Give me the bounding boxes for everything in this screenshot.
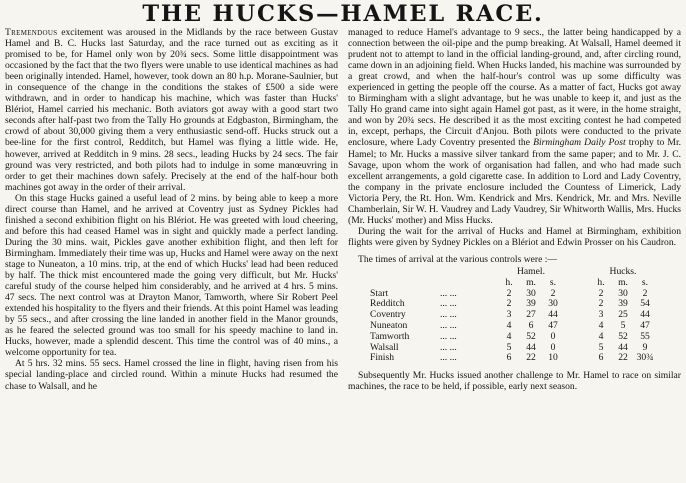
hucks-time-cell: 5 <box>620 319 626 331</box>
hamel-time-cell: 5 <box>506 341 512 353</box>
unit-minutes: m. <box>526 276 536 288</box>
hucks-time-cell: 25 <box>618 309 628 321</box>
right-column <box>348 27 681 392</box>
hucks-time-cell: 44 <box>640 309 650 321</box>
paragraph: Subsequently Mr. Hucks issued another challenge to Mr. Hamel to race on similar machines, the race to be held, if possible, early next season. <box>348 370 681 393</box>
paragraph: During the wait for the arrival of Hucks and Hamel at Birmingham, exhibition flights were given by Sydney Pickles on a Blériot and Edwin Prosser on his Caudron. <box>348 225 681 248</box>
italic-title: Birmingham Daily Post <box>533 137 626 149</box>
unit-minutes: m. <box>618 276 628 288</box>
hucks-time-cell: 52 <box>618 330 628 342</box>
column-gap <box>564 289 590 300</box>
article-title: THE HUCKS—HAMEL RACE. <box>142 1 544 27</box>
hucks-time-cell: 2 <box>598 298 604 310</box>
hamel-time-cell: 6 <box>528 319 534 331</box>
hucks-time-cell: 3 <box>598 309 604 321</box>
column-gap <box>564 299 590 310</box>
hamel-time-cell: 3 <box>506 309 512 321</box>
paragraph <box>348 27 681 226</box>
units-row <box>358 278 656 289</box>
paragraph-text: excitement was aroused in the Midlands by the race between Gustav Hamel and B. C. Hucks last Saturday, and the race turned out as exciting as it promised to be, for Hamel only won by 20¾ secs. Some little disappointment was occasioned by the fact that the two flyers were unable to use identical machines as had been originally intended. Hamel, however, took down an 80 h.p. Morane-Saulnier, but in consequence of the change in the conditions the stakes of £500 a side were withdrawn, and in order to handicap his machine, which was faster than Hucks' Blériot, Hamel carried his mechanic. Both aviators got away with a good start two seconds after half-past two from the Tally Ho grounds at Edgbaston, Birmingham, the crowd of about 30,000 giving them a very enthusiastic send-off. Hucks struck out a bee-line for the first control, Redditch, but Hamel was flying a little wide. He, however, arrived at Redditch in 9 mins. 28 secs., leading Hucks by 24 secs. The fair ground was very restricted, and both pilots had to indulge in some manœuvring in order to get their machines down safely. Precisely at the end of the half-hour both machines got away in the order of their arrival. <box>5 27 338 193</box>
hucks-time-cell: 39 <box>618 298 628 310</box>
unit-seconds: s. <box>641 276 649 288</box>
hucks-time-cell: 9 <box>642 341 648 353</box>
hamel-time-cell: 10 <box>548 352 558 364</box>
hucks-time-cell: 2 <box>598 287 604 299</box>
hucks-time-cell: 4 <box>598 319 604 331</box>
paragraph: At 5 hrs. 32 mins. 55 secs. Hamel crossed the line in flight, having risen from his special landing-place and circled round. Within a minute Hucks had resumed the chase to Walsall, and he <box>5 358 338 392</box>
paragraph-text: managed to reduce Hamel's advantage to 9 secs., the latter being handicapped by a connection between the oil-pipe and the pump breaking. At Walsall, Hamel deemed it prudent not to attempt to land in the official landing-ground, and, after circling round, came down in an adjoining field. When Hucks landed, his machine was surrounded by a great crowd, and when the half-hour's control was up some difficulty was experienced in getting the people off the course. As a matter of fact, Hucks got away to Birmingham with a slight advantage, but he was unable to keep it, and just as the Tally Ho grand came into sight again Hamel got past, as it were, in the home straight, and won by 20¾ secs. He described it as the most exciting contest he had competed in, except, perhaps, the Circuit d'Anjou. Both pilots were conducted to the private enclosure, where Lady Coventry presented the <box>348 27 681 149</box>
hamel-time-cell: 39 <box>526 298 536 310</box>
hamel-time-cell: 6 <box>506 352 512 364</box>
hamel-time-cell: 0 <box>550 341 556 353</box>
hamel-time-cell: 4 <box>506 330 512 342</box>
hamel-time-cell: 2 <box>506 298 512 310</box>
table-row <box>358 332 656 343</box>
control-name: Nuneaton <box>370 319 408 331</box>
paragraph-text: trophy to Mr. Hamel; to Mr. Hucks a massive silver tankard from the same paper; and to Mr. J. C. Savage, upon whom the work of organisation had fallen, and who had made such excellent arrangements, a gold cigarette case. In addition to Lord and Lady Coventry, the company in the private enclosure included the Countess of Limerick, Lady Victoria Pery, the Rt. Hon. Wm. Kendrick and Mrs. Kendrick, Mr. and Mrs. Neville Chamberlain, Sir W. H. Vaudrey and Lady Vaudrey, Sir Whitworth Wallis, Mrs. Hucks (Mr. Hucks' mother) and Miss Hucks. <box>348 137 682 226</box>
hamel-time-cell: 0 <box>550 330 556 342</box>
hamel-time-cell: 2 <box>550 287 556 299</box>
left-column <box>5 27 338 392</box>
paragraph <box>5 27 338 193</box>
leader-dots: ... ... <box>440 330 457 342</box>
hucks-time-cell: 55 <box>640 330 650 342</box>
column-gap <box>564 310 590 321</box>
hamel-time-cell: 2 <box>506 287 512 299</box>
hamel-time-cell: 47 <box>548 319 558 331</box>
hucks-time-cell: 30 <box>618 287 628 299</box>
column-gap <box>564 343 590 354</box>
leader-dots: ... ... <box>440 287 457 299</box>
leader-dots: ... ... <box>440 309 457 321</box>
leader-dots: ... ... <box>440 352 457 364</box>
hucks-time-cell: 54 <box>640 298 650 310</box>
hucks-time-cell: 2 <box>642 287 648 299</box>
control-name: Tamworth <box>370 330 410 342</box>
unit-hours: h. <box>597 276 605 288</box>
hucks-time-cell: 6 <box>598 352 604 364</box>
hucks-time-cell: 47 <box>640 319 650 331</box>
control-name: Coventry <box>370 309 406 321</box>
hucks-column-header: Hucks. <box>609 265 637 277</box>
hamel-time-cell: 4 <box>506 319 512 331</box>
hamel-time-cell: 30 <box>526 287 536 299</box>
leader-dots: ... ... <box>440 319 457 331</box>
hucks-time-cell: 5 <box>598 341 604 353</box>
hucks-time-cell: 22 <box>618 352 628 364</box>
control-name: Start <box>370 287 389 299</box>
unit-hours: h. <box>505 276 513 288</box>
hamel-time-cell: 27 <box>526 309 536 321</box>
leader-dots: ... ... <box>440 341 457 353</box>
paragraph: On this stage Hucks gained a useful lead of 2 mins. by being able to keep a more direct course than Hamel, and he arrived at Coventry just as Sydney Pickles had finished a second exhibition flight on his Blériot. He was greeted with loud cheering, and before this had ceased Hamel was in sight and quickly made a perfect landing. During the 30 mins. wait, Pickles gave another exhibition flight, and then left for Birmingham. Immediately their time was up, Hucks and Hamel were away on the next stage to Nuneaton, a 10 mins. trip, at the end of which Hucks' lead had been reduced by half. The thick mist encountered made the going very difficult, but Mr. Hucks' careful study of the course helped him considerably, and he arrived at 4 hrs. 5 mins. 47 secs. The next control was at Drayton Manor, Tamworth, where Sir Robert Peel extended his hospitality to the flyers and their friends. At this point Hamel was leading by 55 secs., and after crossing the line landed in another field in the Manor grounds, as he feared the selected ground was too small for his speedy machine to land in. Hucks, however, made a splendid descent. This time the control was of 40 mins., a welcome opportunity for tea. <box>5 192 338 359</box>
hamel-time-cell: 30 <box>548 298 558 310</box>
hamel-time-cell: 44 <box>548 309 558 321</box>
lead-word: Tremendous <box>5 27 58 38</box>
hamel-column-header: Hamel. <box>517 265 545 277</box>
control-name: Walsall <box>370 341 399 353</box>
paragraph: The times of arrival at the various controls were :— <box>358 253 558 265</box>
hucks-time-cell: 44 <box>618 341 628 353</box>
hamel-time-cell: 52 <box>526 330 536 342</box>
control-name: Finish <box>370 352 394 364</box>
hamel-time-cell: 22 <box>526 352 536 364</box>
hucks-time-cell: 30¾ <box>636 352 654 364</box>
arrival-times-table <box>358 267 656 364</box>
table-row <box>358 353 656 364</box>
column-gap <box>564 321 590 332</box>
hucks-time-cell: 4 <box>598 330 604 342</box>
control-name: Redditch <box>370 298 405 310</box>
unit-seconds: s. <box>549 276 557 288</box>
column-gap <box>564 332 590 343</box>
column-gap <box>564 353 590 364</box>
times-body <box>358 289 656 365</box>
leader-dots: ... ... <box>440 298 457 310</box>
hamel-time-cell: 44 <box>526 341 536 353</box>
